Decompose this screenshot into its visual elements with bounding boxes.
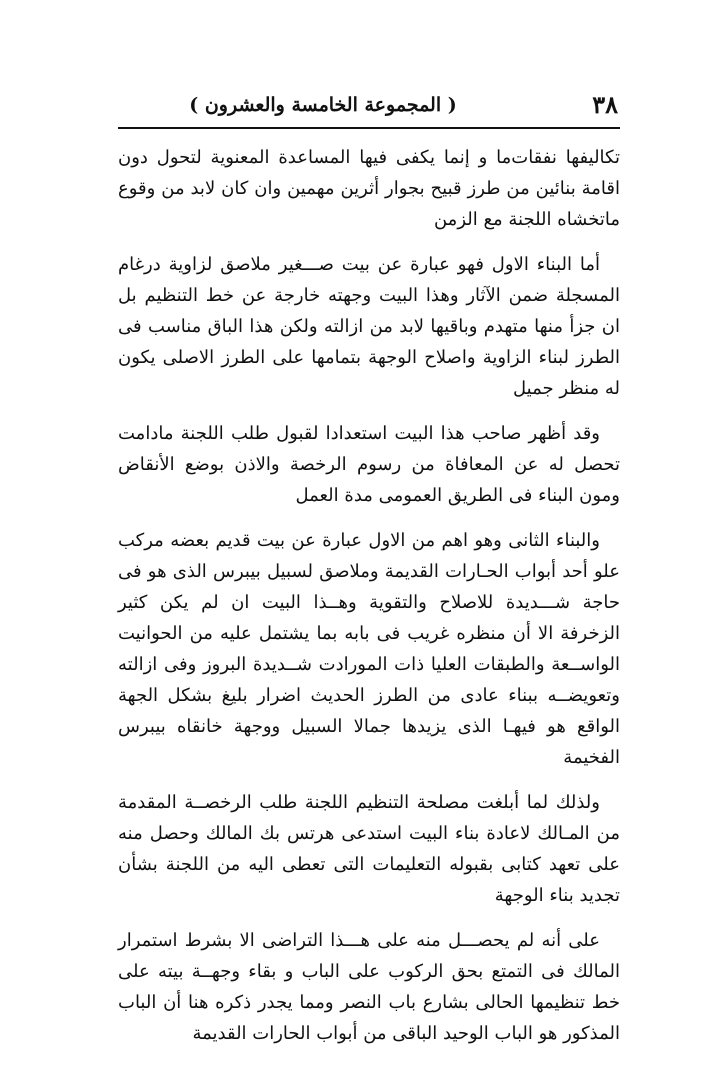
paragraph-5: ولذلك لما أبلغت مصلحة التنظيم اللجنة طلب الرخصــة المقدمة من المـالك لاعادة بناء البيت استدعى هرتس بك المالك وحصل منه على تعهد كتابى بقبوله التعليمات التى تعطى اليه من اللجنة بشأن تجديد بناء الوجهة [118, 792, 620, 906]
paragraph-3: وقد أظهر صاحب هذا البيت استعدادا لقبول طلب اللجنة مادامت تحصل له عن المعافاة من رسوم الرخصة والاذن بوضع الأنقاض ومون البناء فى الطريق العمومى مدة العمل [118, 423, 620, 506]
running-title: ( المجموعة الخامسة والعشرون ) [189, 94, 457, 116]
paragraph-2: أما البناء الاول فهو عبارة عن بيت صـــغير ملاصق لزاوية درغام المسجلة ضمن الآثار وهذا البيت وجهته خارجة عن خط التنظيم بل ان جزأ منها متهدم وباقيها لابد من ازالته ولكن هذا الباق مناسب فى الطرز لبناء الزاوية واصلاح الوجهة بتمامها على الطرز الاصلى يكون له منظر جميل [118, 254, 620, 399]
page-header [118, 88, 618, 124]
paragraph-4: والبناء الثانى وهو اهم من الاول عبارة عن بيت قديم بعضه مركب علو أحد أبواب الحـارات القديمة وملاصق لسبيل بيبرس الذى هو فى حاجة شـــديدة للاصلاح والتقوية وهــذا البيت ان لم يكن كثير الزخرفة الا أن منظره غريب فى بابه بما يشتمل عليه من الحوانيت الواســعة والطبقات العليا ذات المورادت شــديدة البروز وفى ازالته وتعويضــه ببناء عادى من الطرز الحديث اضرار بليغ بشكل الجهة الواقع هو فيهـا الذى يزيدها جمالا السبيل ووجهة خانقاه بيبرس الفخيمة [118, 530, 620, 768]
paragraph-1: تكاليفها نفقات‌ما و إنما يكفى فيها المساعدة المعنوية لتحول دون اقامة بنائين من طرز قبيح بجوار أثرين مهمين وان كان لابد من وقوع ماتخشاه اللجنة مع الزمن [118, 147, 620, 230]
header-rule [118, 127, 620, 129]
page-number: ٣٨ [592, 90, 618, 119]
paragraph-6: على أنه لم يحصـــل منه على هـــذا التراضى الا بشرط استمرار المالك فى التمتع بحق الركوب على الباب و بقاء وجهــة بيته على خط تنظيمها الحالى بشارع باب النصر ومما يجدر ذكره هنا أن الباب المذكور هو الباب الوحيد الباقى من أبواب الحارات القديمة [118, 930, 620, 1044]
body-text [118, 142, 620, 1049]
